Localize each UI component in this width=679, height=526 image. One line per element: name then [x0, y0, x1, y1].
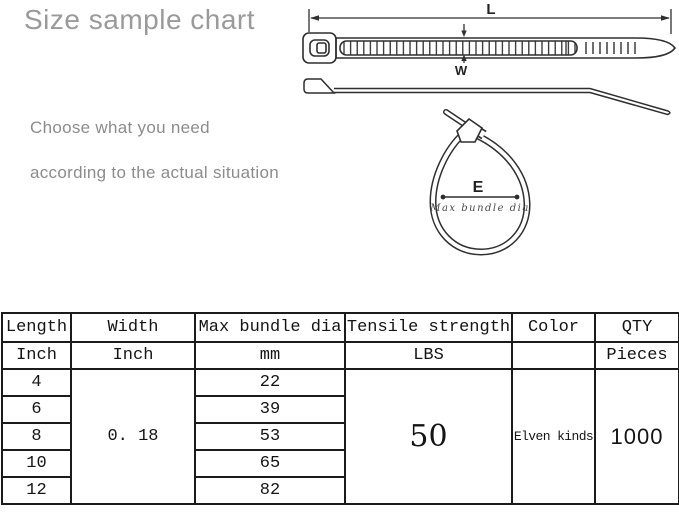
tensile-value-cell: 50	[345, 369, 512, 504]
bundle-dia-cell: 82	[195, 477, 345, 504]
page-title: Size sample chart	[24, 4, 256, 35]
width-value-cell: 0. 18	[71, 369, 195, 504]
cable-tie-diagram	[285, 0, 679, 300]
col-header-max-bundle-dia: Max bundle dia	[195, 313, 345, 342]
note-line-2: according to the actual situation	[30, 163, 279, 182]
bundle-dia-caption: Max bundle dia	[430, 203, 530, 214]
col-header-length: Length	[2, 313, 71, 342]
table-header-row	[2, 313, 679, 342]
unit-width: Inch	[71, 342, 195, 369]
length-cell: 12	[2, 477, 71, 504]
unit-color	[512, 342, 595, 369]
col-header-color: Color	[512, 313, 595, 342]
note-line-1: Choose what you need	[30, 118, 210, 137]
table-units-row	[2, 342, 679, 369]
size-table	[1, 312, 679, 505]
bundle-dia-cell: 22	[195, 369, 345, 396]
unit-qty: Pieces	[595, 342, 679, 369]
bundle-dia-cell: 65	[195, 450, 345, 477]
length-cell: 4	[2, 369, 71, 396]
col-header-qty: QTY	[595, 313, 679, 342]
bundle-dia-dimension-label: E	[472, 179, 484, 196]
color-value-cell: Elven kinds	[512, 369, 595, 504]
table-row	[2, 369, 679, 396]
length-cell: 6	[2, 396, 71, 423]
col-header-width: Width	[71, 313, 195, 342]
cable-tie-side-view	[304, 79, 670, 115]
unit-tensile: LBS	[345, 342, 512, 369]
col-header-tensile-strength: Tensile strength	[345, 313, 512, 342]
length-cell: 10	[2, 450, 71, 477]
length-cell: 8	[2, 423, 71, 450]
unit-bundle: mm	[195, 342, 345, 369]
width-dimension-label: W	[454, 63, 468, 78]
length-dimension-label: L	[486, 1, 496, 18]
qty-value-cell: 1000	[595, 369, 679, 504]
bundle-dia-cell: 39	[195, 396, 345, 423]
unit-length: Inch	[2, 342, 71, 369]
bundle-dia-cell: 53	[195, 423, 345, 450]
